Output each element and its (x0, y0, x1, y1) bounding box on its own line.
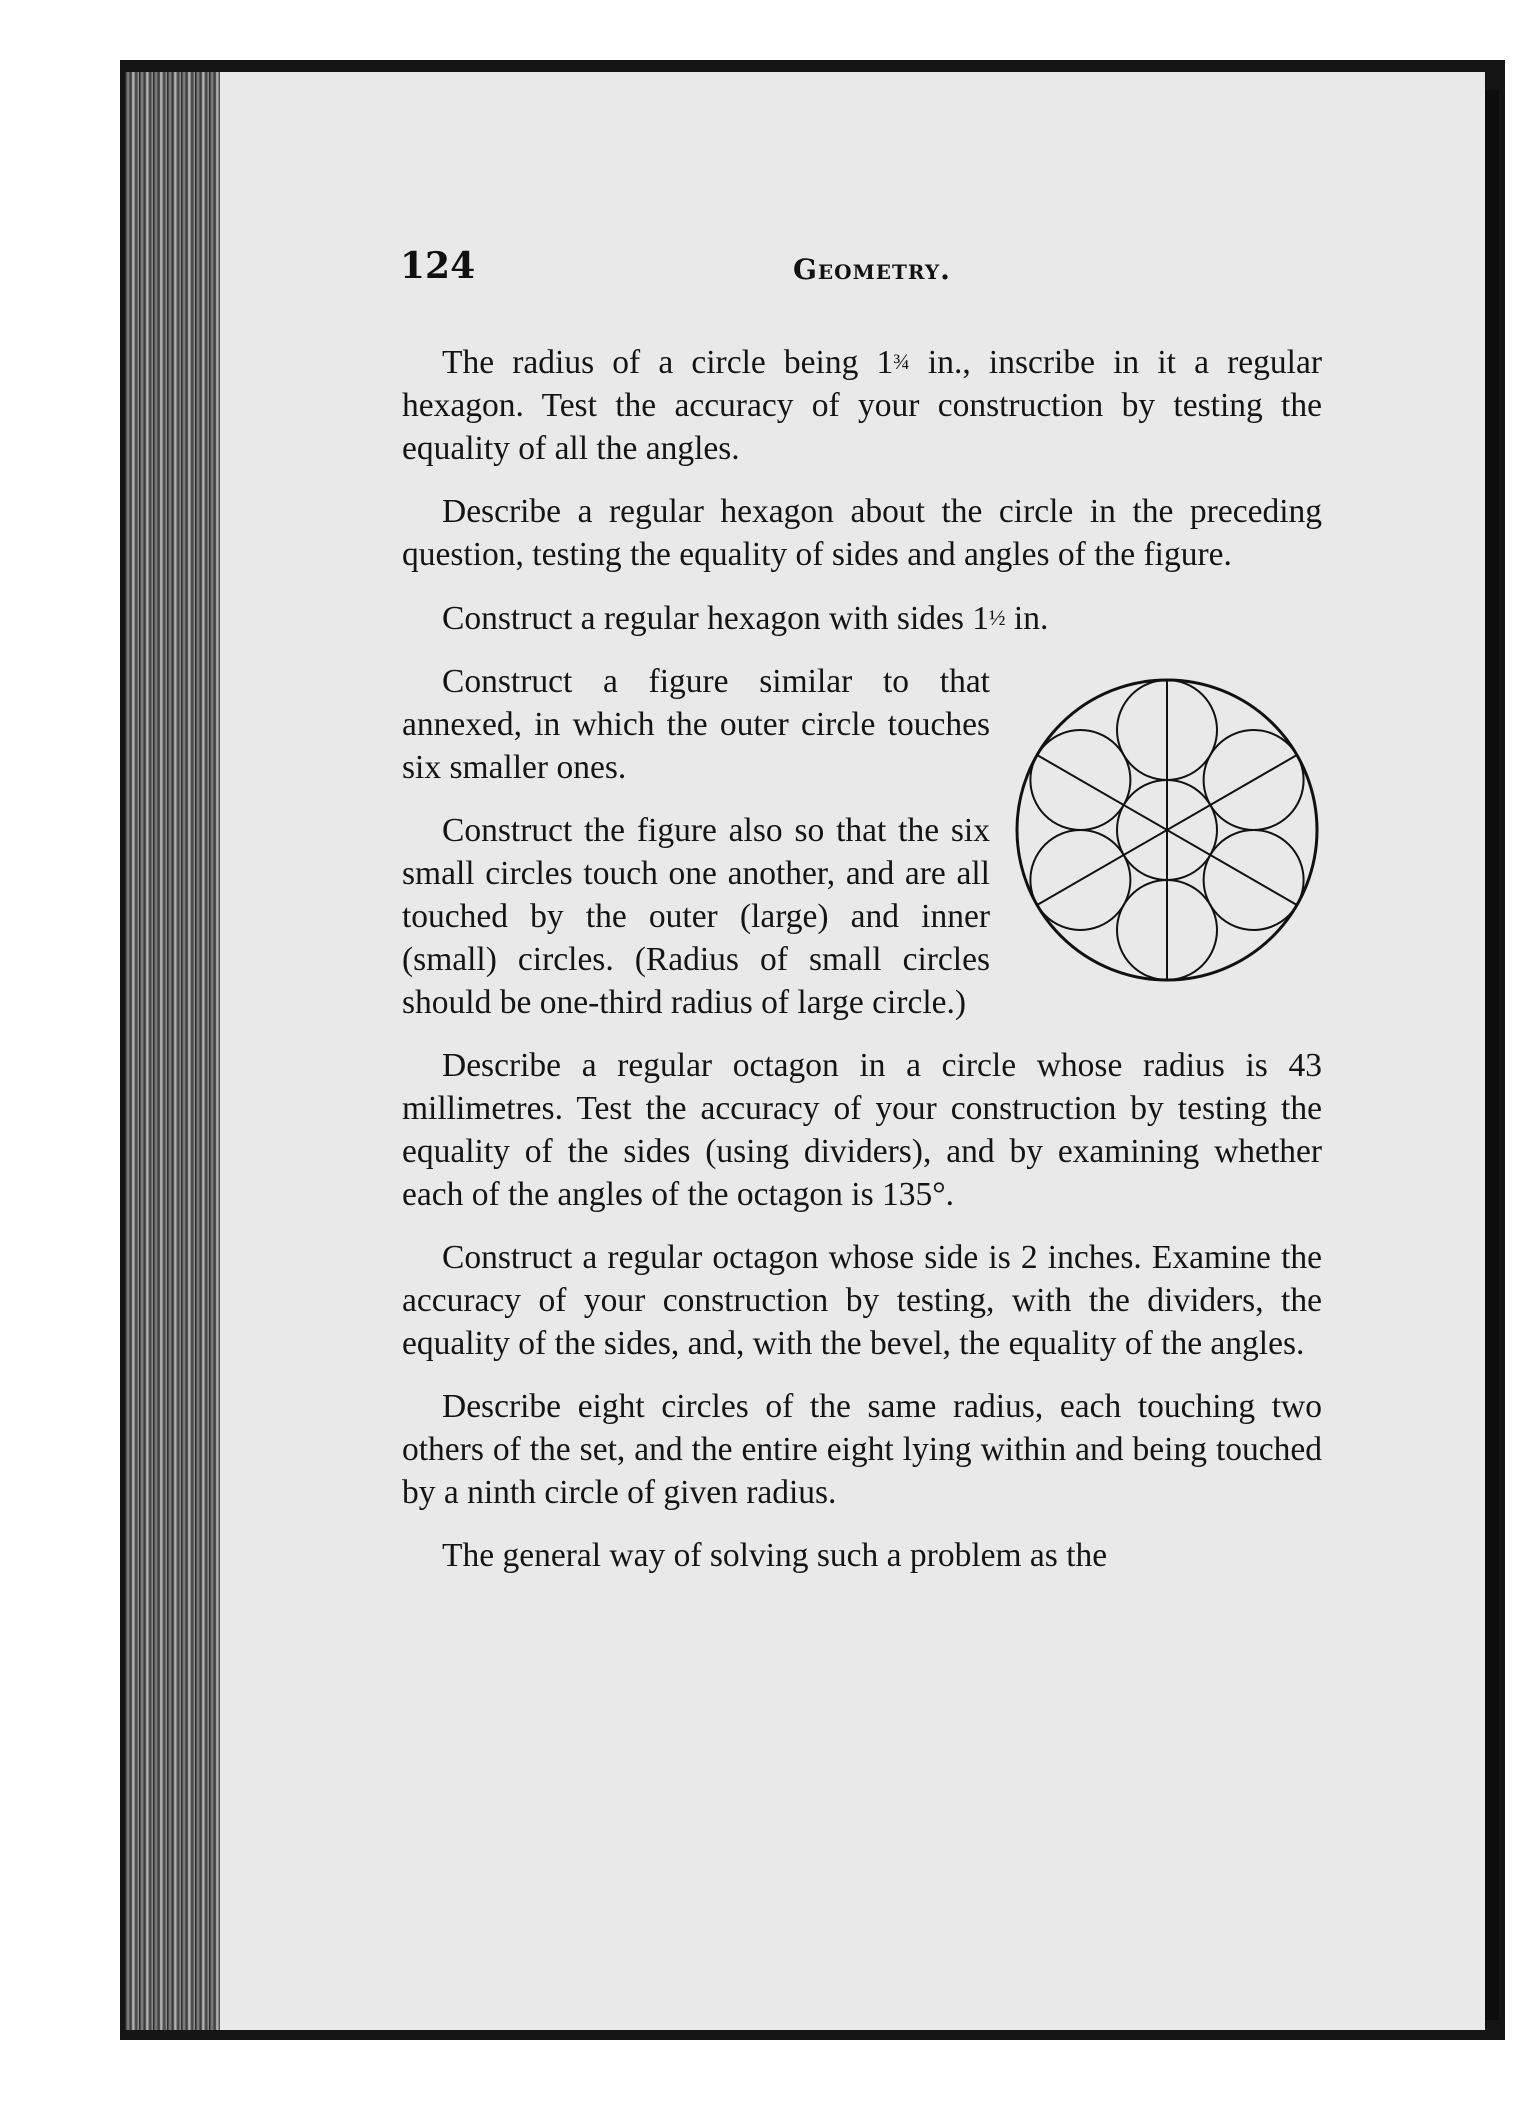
page-right-edge (1485, 90, 1499, 2020)
paragraph-1 (402, 340, 1322, 470)
paragraph-3 (402, 596, 1322, 640)
fraction: ¾ (893, 349, 910, 374)
page-body (402, 340, 1322, 1597)
page-header (400, 245, 990, 305)
paragraph-9: The general way of solving such a problem as the (442, 1537, 1108, 1574)
paragraph-2: Describe a regular hexagon about the circle in the preceding question, testing the equality of sides and angles of the figure. (402, 493, 1322, 573)
page-edges (125, 72, 222, 2030)
paragraph-7: Construct a regular octagon whose side is 2 inches. Examine the accuracy of your construction by testing, with the dividers, the equality of the sides, and, with the bevel, the equality of the angles. (402, 1239, 1322, 1362)
page-number: 124 (400, 245, 476, 287)
six-circles-figure-icon (1012, 660, 1322, 990)
paragraph-8: Describe eight circles of the same radius, each touching two others of the set, and the entire eight lying within and being touched by a ninth circle of given radius. (402, 1388, 1322, 1511)
running-head: Geometry. (793, 253, 951, 286)
paragraph-5: Construct the figure also so that the six small circles touch one another, and are all touched by the outer (large) and inner (small) circles. (Radius of small circles should be one-third radius of large circle.) (402, 812, 990, 1021)
fraction: ½ (989, 605, 1006, 630)
paragraph-3-text: Construct a regular hexagon with sides 1 (442, 600, 990, 637)
paragraph-3-text-cont: in. (1005, 600, 1049, 637)
paragraph-1-text-cont: in., inscribe in it a regular hexagon. Test the accuracy of your construction by testing the equality of all the angles. (402, 344, 1322, 467)
paragraph-1-text: The radius of a circle being 1 (442, 344, 894, 381)
paragraph-6: Describe a regular octagon in a circle whose radius is 43 millimetres. Test the accuracy of your construction by testing the equality of the sides (using dividers), and by examining whether each of the angles of the octagon is 135°. (402, 1047, 1322, 1213)
circle-construction-figure (1012, 660, 1322, 990)
paragraph-4: Construct a figure similar to that annexed, in which the outer circle touches six smaller ones. (402, 663, 990, 786)
